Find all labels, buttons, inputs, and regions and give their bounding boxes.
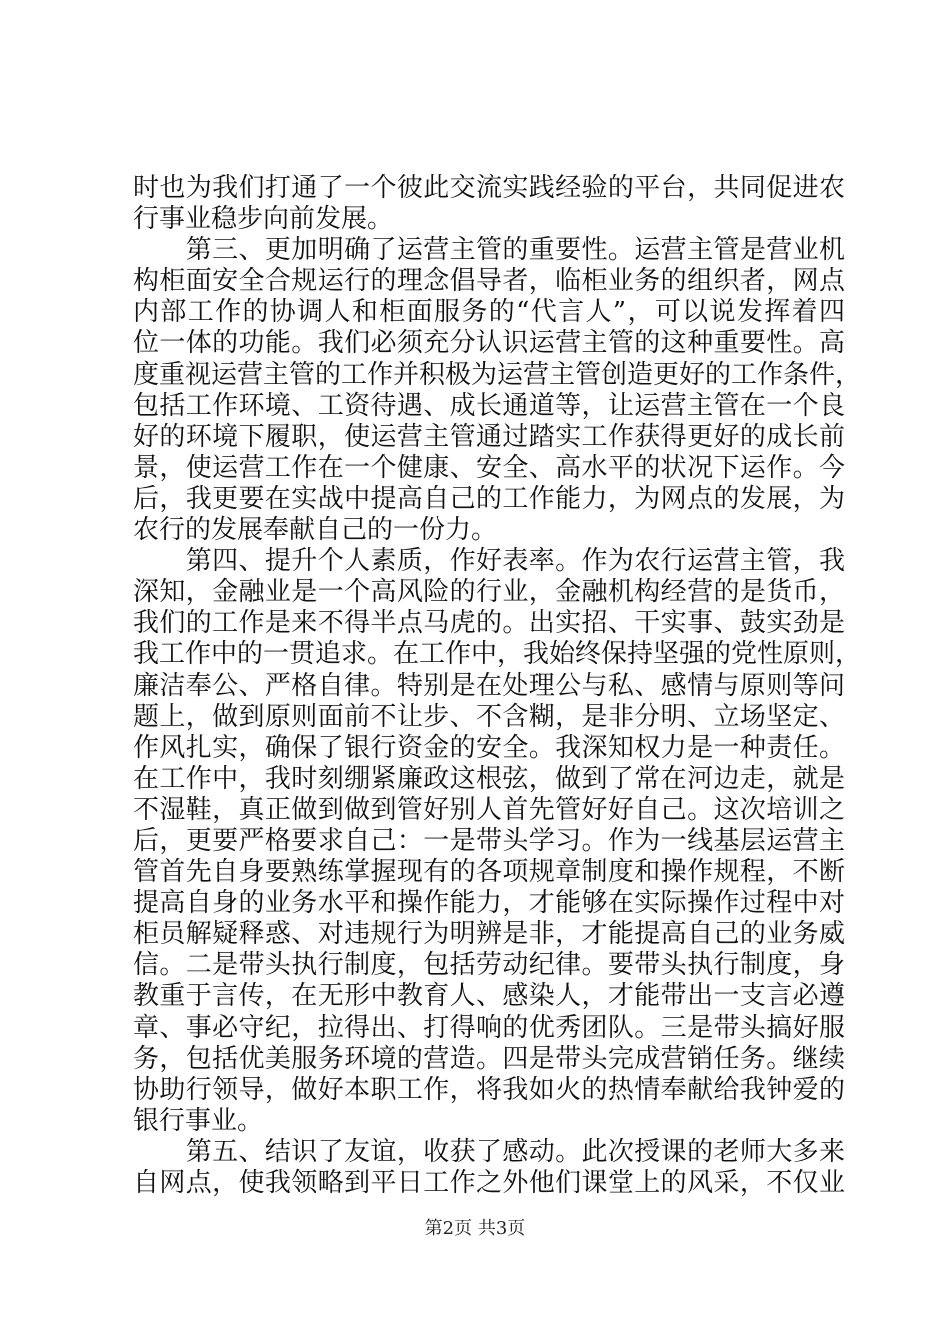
text-line: 时也为我们打通了一个彼此交流实践经验的平台，共同促进农 (133, 173, 845, 203)
text-line: 柜员解疑释惑、对违规行为明辨是非，才能提高自己的业务威 (133, 919, 845, 950)
text-line: 农行的发展奉献自己的一份力。 (133, 515, 498, 546)
text-line: 提高自身的业务水平和操作能力，才能够在实际操作过程中对 (133, 888, 845, 919)
text-line: 务，包括优美服务环境的营造。四是带头完成营销任务。继续 (133, 1043, 845, 1074)
text-line: 在工作中，我时刻绷紧廉政这根弦，做到了常在河边走，就是 (133, 763, 845, 794)
text-line: 协助行领导，做好本职工作，将我如火的热情奉献给我钟爱的 (133, 1074, 845, 1105)
text-line: 好的环境下履职，使运营主管通过踏实工作获得更好的成长前 (133, 421, 845, 452)
text-line: 包括工作环境、工资待遇、成长通道等，让运营主管在一个良 (133, 390, 845, 421)
text-line: 内部工作的协调人和柜面服务的“代言人”，可以说发挥着四 (133, 297, 845, 328)
text-line: 第五、结识了友谊，收获了感动。此次授课的老师大多来 (133, 1136, 845, 1167)
text-line: 题上，做到原则面前不让步、不含糊，是非分明、立场坚定、 (133, 701, 845, 732)
text-line: 章、事必守纪，拉得出、打得响的优秀团队。三是带头搞好服 (133, 1012, 845, 1043)
text-line: 度重视运营主管的工作并积极为运营主管创造更好的工作条件， (133, 359, 862, 390)
document-body (133, 173, 862, 1199)
text-line: 我工作中的一贯追求。在工作中，我始终保持坚强的党性原则， (133, 639, 862, 670)
text-line: 行事业稳步向前发展。 (133, 204, 394, 235)
text-line: 不湿鞋，真正做到做到管好别人首先管好好自己。这次培训之 (133, 794, 845, 825)
page-footer: 第2页 共3页 (424, 1218, 526, 1239)
text-line: 自网点，使我领略到平日工作之外他们课堂上的风采，不仅业 (133, 1168, 845, 1198)
text-line: 位一体的功能。我们必须充分认识运营主管的这种重要性。高 (133, 328, 845, 359)
text-line: 我们的工作是来不得半点马虎的。出实招、干实事、鼓实劲是 (133, 608, 845, 639)
text-line: 信。二是带头执行制度，包括劳动纪律。要带头执行制度，身 (133, 950, 845, 981)
text-line: 第三、更加明确了运营主管的重要性。运营主管是营业机 (133, 235, 845, 266)
text-line: 深知，金融业是一个高风险的行业，金融机构经营的是货币， (133, 577, 845, 608)
text-line: 廉洁奉公、严格自律。特别是在处理公与私、感情与原则等问 (133, 670, 845, 701)
text-line: 景，使运营工作在一个健康、安全、高水平的状况下运作。今 (133, 452, 845, 483)
text-line: 构柜面安全合规运行的理念倡导者，临柜业务的组织者，网点 (133, 266, 845, 297)
text-line: 作风扎实，确保了银行资金的安全。我深知权力是一种责任。 (133, 732, 845, 763)
text-line: 教重于言传，在无形中教育人、感染人，才能带出一支言必遵 (133, 981, 845, 1012)
text-line: 后，更要严格要求自己：一是带头学习。作为一线基层运营主 (133, 825, 845, 856)
text-line: 银行事业。 (133, 1105, 264, 1136)
text-line: 第四、提升个人素质，作好表率。作为农行运营主管，我 (133, 546, 845, 577)
text-line: 管首先自身要熟练掌握现有的各项规章制度和操作规程，不断 (133, 857, 845, 888)
text-line: 后，我更要在实战中提高自己的工作能力，为网点的发展，为 (133, 483, 845, 514)
